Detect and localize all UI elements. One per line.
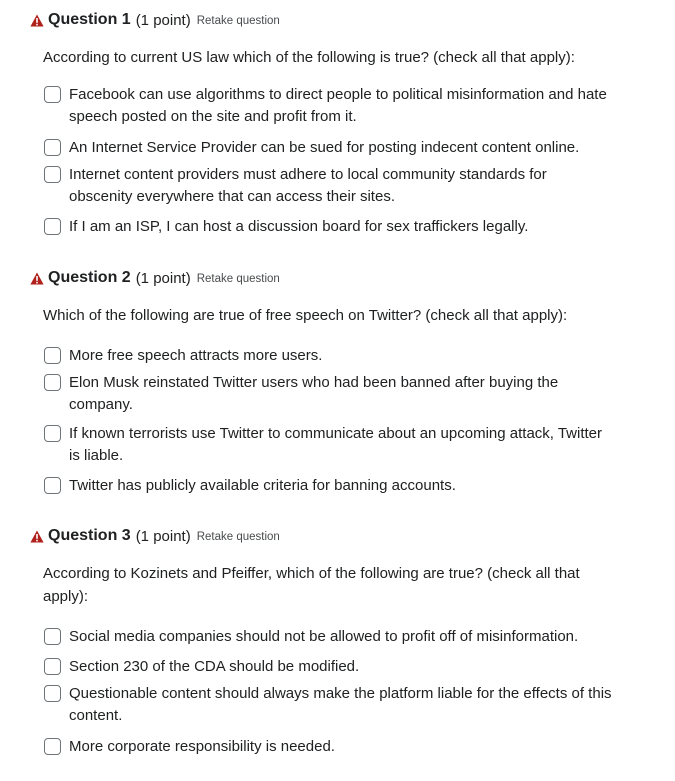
question-2-option-3-checkbox[interactable] xyxy=(44,425,61,442)
question-2-prompt: Which of the following are true of free speech on Twitter? (check all that apply): xyxy=(43,307,568,324)
warning-triangle-icon xyxy=(30,14,44,27)
question-3-prompt: According to Kozinets and Pfeiffer, which of the following are true? (check all that apply): xyxy=(43,565,580,605)
question-1-option-1-checkbox[interactable] xyxy=(44,86,61,103)
question-3-retake-label: Retake question xyxy=(196,531,280,543)
question-2-option-4-label[interactable]: Twitter has publicly available criteria for banning accounts. xyxy=(69,477,456,494)
question-2-points: (1 point) xyxy=(135,269,191,287)
question-3-option-3[interactable] xyxy=(44,683,614,727)
question-3-option-3-checkbox[interactable] xyxy=(44,685,61,702)
question-2-option-3-label[interactable]: If known terrorists use Twitter to communicate about an upcoming attack, Twitter is liable. xyxy=(69,425,603,464)
question-1-points: (1 point) xyxy=(135,11,191,29)
question-2-option-2[interactable] xyxy=(44,372,614,416)
question-3-option-4-label[interactable]: More corporate responsibility is needed. xyxy=(69,738,335,755)
question-2-option-2-checkbox[interactable] xyxy=(44,374,61,391)
question-3-option-2-checkbox[interactable] xyxy=(44,658,61,675)
question-3-header xyxy=(30,525,280,547)
question-2-title: Question 2 xyxy=(48,269,131,286)
question-1-header xyxy=(30,9,280,31)
warning-triangle-icon xyxy=(30,530,44,543)
question-3-option-4[interactable] xyxy=(44,736,614,758)
question-1-option-3-label[interactable]: Internet content providers must adhere to local community standards for obscenity everywhere that can access their sites. xyxy=(69,166,547,205)
question-1-option-3[interactable] xyxy=(44,164,614,208)
question-1-option-4-checkbox[interactable] xyxy=(44,218,61,235)
question-1-retake-label: Retake question xyxy=(196,15,280,27)
question-3-title: Question 3 xyxy=(48,527,131,544)
question-3-option-1-checkbox[interactable] xyxy=(44,628,61,645)
question-1-title: Question 1 xyxy=(48,11,131,28)
question-3-option-1[interactable] xyxy=(44,626,614,648)
question-1-option-2-checkbox[interactable] xyxy=(44,139,61,156)
question-2-header xyxy=(30,267,280,289)
question-3-option-1-label[interactable]: Social media companies should not be allowed to profit off of misinformation. xyxy=(69,628,579,645)
question-2-option-1-label[interactable]: More free speech attracts more users. xyxy=(69,347,323,364)
warning-triangle-icon xyxy=(30,272,44,285)
question-3-option-4-checkbox[interactable] xyxy=(44,738,61,755)
question-2-option-3[interactable] xyxy=(44,423,614,467)
question-3-option-2[interactable] xyxy=(44,656,614,678)
question-2-option-2-label[interactable]: Elon Musk reinstated Twitter users who had been banned after buying the company. xyxy=(69,374,559,413)
question-1-option-4[interactable] xyxy=(44,216,614,238)
question-2-option-4-checkbox[interactable] xyxy=(44,477,61,494)
question-3-option-2-label[interactable]: Section 230 of the CDA should be modified. xyxy=(69,658,360,675)
question-1-option-2-label[interactable]: An Internet Service Provider can be sued for posting indecent content online. xyxy=(69,139,580,156)
question-1-option-1-label[interactable]: Facebook can use algorithms to direct people to political misinformation and hate speech posted on the site and profit from it. xyxy=(69,86,607,125)
question-2-option-1[interactable] xyxy=(44,345,614,367)
question-3-option-3-label[interactable]: Questionable content should always make the platform liable for the effects of this content. xyxy=(69,685,612,724)
question-2-retake-label: Retake question xyxy=(196,273,280,285)
question-2-option-4[interactable] xyxy=(44,475,614,497)
question-1-prompt: According to current US law which of the following is true? (check all that apply): xyxy=(43,49,575,66)
question-1-option-4-label[interactable]: If I am an ISP, I can host a discussion board for sex traffickers legally. xyxy=(69,218,529,235)
question-1-option-1[interactable] xyxy=(44,84,614,128)
question-1-option-2[interactable] xyxy=(44,137,614,159)
question-3-points: (1 point) xyxy=(135,527,191,545)
question-1-option-3-checkbox[interactable] xyxy=(44,166,61,183)
question-2-option-1-checkbox[interactable] xyxy=(44,347,61,364)
